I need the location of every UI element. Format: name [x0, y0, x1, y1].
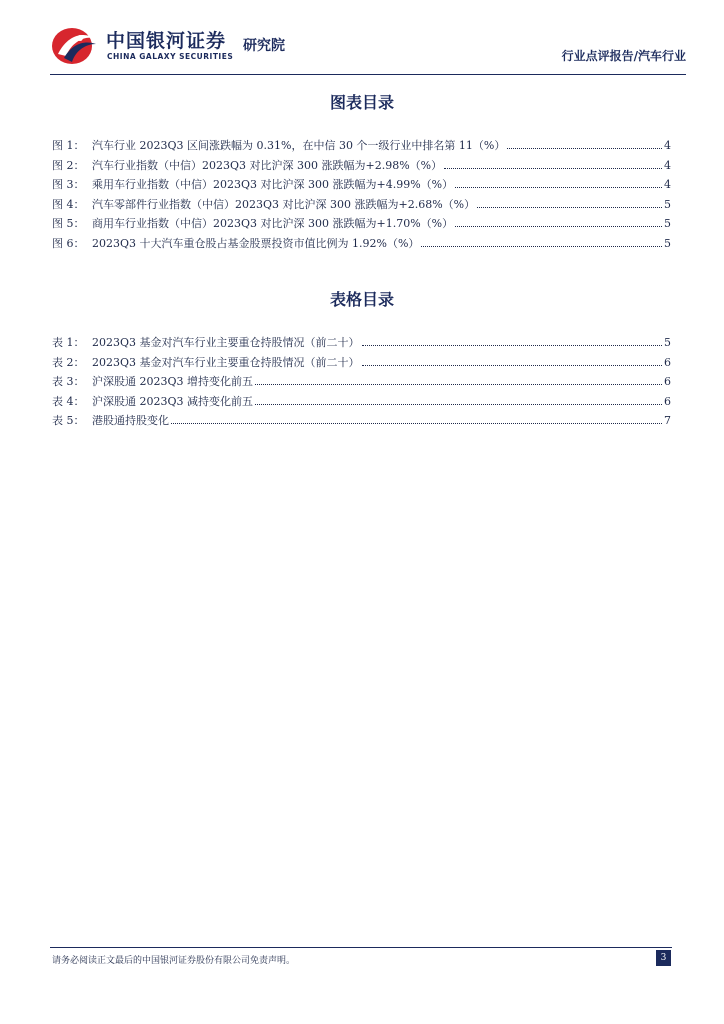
toc-entry-label: 图 5：: [52, 217, 85, 230]
toc-entry[interactable]: [52, 215, 671, 235]
toc-dot-leader: [362, 365, 662, 366]
toc-entry-label: 表 2：: [52, 355, 85, 369]
toc-entry[interactable]: [52, 334, 671, 354]
toc-entry[interactable]: [52, 354, 671, 374]
toc-entry-label: 表 3：: [52, 375, 85, 388]
footer-disclaimer: 请务必阅读正文最后的中国银河证券股份有限公司免责声明。: [52, 956, 296, 966]
toc-entry-label: 图 6：: [52, 236, 85, 250]
toc-dot-leader: [255, 384, 662, 385]
toc-entry-label: 图 3：: [52, 178, 85, 191]
toc-entry-page: 5: [664, 197, 671, 211]
toc-dot-leader: [362, 345, 662, 346]
tables-toc-title: 表格目录: [329, 290, 394, 309]
toc-entry[interactable]: [52, 235, 671, 255]
toc-entry-label: 图 2：: [52, 158, 85, 172]
toc-entry-page: 5: [664, 217, 671, 230]
brand-name-en: CHINA GALAXY SECURITIES: [107, 52, 234, 61]
report-type-label: 行业点评报告/汽车行业: [561, 49, 686, 63]
toc-entry-label: 表 5：: [52, 414, 85, 427]
toc-entry-title: 汽车零部件行业指数（中信）2023Q3 对比沪深 300 涨跌幅为+2.68%（%）: [92, 197, 476, 211]
toc-dot-leader: [477, 207, 662, 208]
toc-dot-leader: [507, 148, 662, 149]
toc-entry-page: 6: [664, 394, 671, 408]
toc-entry-label: 图 4：: [52, 197, 85, 211]
toc-entry-page: 4: [664, 178, 671, 191]
toc-entry[interactable]: [52, 137, 671, 157]
toc-entry-title: 港股通持股变化: [92, 414, 169, 427]
toc-entry-title: 乘用车行业指数（中信）2023Q3 对比沪深 300 涨跌幅为+4.99%（%）: [92, 178, 454, 191]
toc-entry[interactable]: [52, 157, 671, 177]
toc-dot-leader: [421, 246, 662, 247]
toc-entry[interactable]: [52, 373, 671, 393]
footer-divider: [50, 947, 672, 948]
toc-entry-page: 4: [664, 139, 671, 152]
toc-entry-page: 4: [664, 158, 671, 172]
toc-entry-title: 汽车行业指数（中信）2023Q3 对比沪深 300 涨跌幅为+2.98%（%）: [92, 158, 443, 172]
page-number: 3: [656, 950, 671, 966]
toc-entry[interactable]: [52, 412, 671, 432]
toc-entry-title: 沪深股通 2023Q3 增持变化前五: [92, 375, 254, 388]
toc-dot-leader: [444, 168, 662, 169]
toc-dot-leader: [255, 404, 662, 405]
toc-entry-title: 商用车行业指数（中信）2023Q3 对比沪深 300 涨跌幅为+1.70%（%）: [92, 217, 454, 230]
toc-entry-page: 5: [664, 336, 671, 349]
toc-entry-title: 2023Q3 十大汽车重仓股占基金股票投资市值比例为 1.92%（%）: [92, 236, 420, 250]
toc-entry-label: 表 4：: [52, 394, 85, 408]
toc-entry-title: 2023Q3 基金对汽车行业主要重仓持股情况（前二十）: [92, 355, 360, 369]
toc-entry[interactable]: [52, 176, 671, 196]
toc-entry-page: 5: [664, 236, 671, 250]
page-header: [50, 20, 686, 76]
tables-toc-list: [52, 334, 671, 432]
toc-entry-label: 图 1：: [52, 139, 85, 152]
figures-toc-list: [52, 137, 671, 254]
toc-entry[interactable]: [52, 393, 671, 413]
toc-dot-leader: [171, 423, 662, 424]
toc-entry-page: 6: [664, 375, 671, 388]
figures-toc-title: 图表目录: [329, 93, 394, 112]
toc-dot-leader: [455, 226, 662, 227]
toc-dot-leader: [455, 187, 662, 188]
toc-entry[interactable]: [52, 196, 671, 216]
toc-entry-page: 6: [664, 355, 671, 369]
toc-entry-page: 7: [664, 414, 671, 427]
toc-entry-label: 表 1：: [52, 336, 85, 349]
brand-name-cn: 中国银河证券: [106, 30, 227, 52]
galaxy-securities-logo-icon: [50, 24, 98, 66]
toc-entry-title: 沪深股通 2023Q3 减持变化前五: [92, 394, 254, 408]
toc-entry-title: 汽车行业 2023Q3 区间涨跌幅为 0.31%，在中信 30 个一级行业中排名第 11（%）: [92, 139, 506, 152]
institute-label: 研究院: [243, 38, 285, 54]
toc-entry-title: 2023Q3 基金对汽车行业主要重仓持股情况（前二十）: [92, 336, 360, 349]
header-divider: [50, 74, 686, 75]
